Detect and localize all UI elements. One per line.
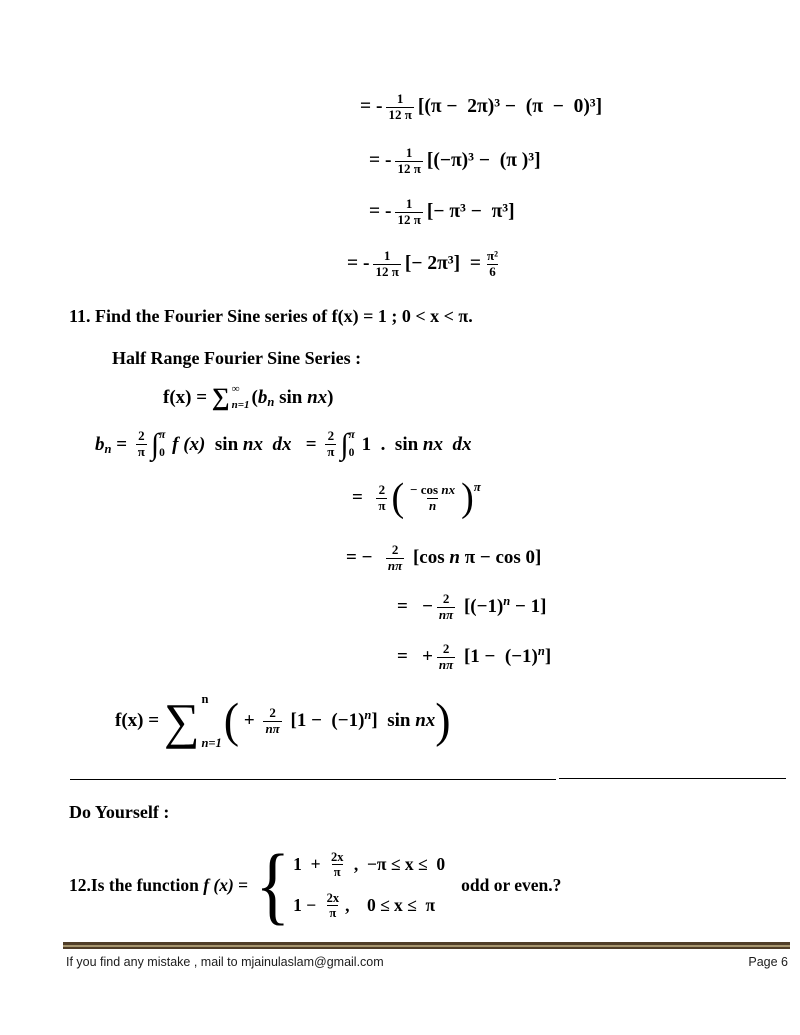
integral-upper: π <box>159 429 166 441</box>
bn-frac-num: 2 <box>138 428 145 444</box>
integral-upper-2: π <box>348 429 355 441</box>
step4-fraction <box>437 642 455 672</box>
result-plus: + <box>239 710 260 731</box>
step-1 <box>352 475 481 521</box>
series-var: nx <box>307 386 328 408</box>
eq2-frac-num: 1 <box>405 145 413 160</box>
eq3-frac-den: 12 π <box>397 211 421 227</box>
step2-fraction <box>386 543 404 573</box>
bn-dx: dx <box>262 433 292 455</box>
equation-line-2 <box>369 146 541 176</box>
eq4-equals-2: = <box>460 253 481 275</box>
q12-case1-fraction <box>329 850 346 879</box>
step1-inner-num-pre: − cos <box>410 481 442 497</box>
big-sum-upper: n <box>201 692 209 706</box>
series-result <box>115 690 451 752</box>
step2-equals: = − <box>346 547 382 569</box>
step1-inner-fraction <box>408 483 457 513</box>
q12-case1-post: , −π ≤ x ≤ 0 <box>349 854 446 874</box>
q12-case2-post: , 0 ≤ x ≤ π <box>345 895 436 915</box>
q12-case2-pre: 1 − <box>293 895 321 915</box>
bn-integrand-one: 1 . <box>356 433 395 455</box>
step4-body-post: ] <box>544 646 552 668</box>
series-open-paren: ( <box>251 386 258 408</box>
step4-frac-num: 2 <box>442 641 450 656</box>
result-frac-num: 2 <box>269 704 276 720</box>
integral-lower: 0 <box>159 446 165 459</box>
eq4-frac2-den: 6 <box>489 263 496 279</box>
step1-frac-num: 2 <box>378 481 386 497</box>
divider-line-left <box>70 779 556 780</box>
eq4-frac-num: 1 <box>383 248 391 263</box>
eq3-fraction <box>395 197 422 227</box>
series-close-paren: ) <box>327 386 334 408</box>
step2-body-post: π − cos 0] <box>459 547 542 569</box>
bn-integrand-fx: f (x) <box>167 433 215 455</box>
eq4-frac2-num: π² <box>487 248 499 263</box>
eq4-body: [− 2π³] <box>404 253 461 275</box>
series-coeff: b <box>257 386 268 408</box>
q12-case-2 <box>293 891 445 920</box>
eq2-body: [(−π)³ − (π )³] <box>426 150 541 172</box>
step4-body-pre: [1 − (−1) <box>459 646 538 668</box>
series-lhs: f(x) = <box>163 386 212 408</box>
sum-symbol: ∑ <box>211 384 230 411</box>
result-fraction <box>263 706 281 736</box>
step3-frac-num: 2 <box>442 591 450 606</box>
sum-lower-limit: n=1 <box>231 399 250 411</box>
bn-coeff: b <box>95 433 105 455</box>
step3-fraction <box>437 592 455 622</box>
step4-frac-den: nπ <box>438 656 454 672</box>
bn-frac-den: π <box>137 444 145 459</box>
q12-equals: = <box>233 874 253 895</box>
q12-case2-den: π <box>329 906 337 920</box>
step1-close-paren: ) <box>461 475 474 521</box>
eq2-frac-den: 12 π <box>397 160 421 176</box>
integral-symbol-2: ∫ <box>340 427 349 461</box>
eq4-frac-den: 12 π <box>375 263 399 279</box>
page-number: Page 6 <box>748 955 788 969</box>
bn-equals-2: = <box>291 433 322 455</box>
result-close-paren: ) <box>435 693 451 748</box>
step2-frac-num: 2 <box>391 542 399 557</box>
result-lhs: f(x) = <box>115 710 164 731</box>
big-sum-symbol: ∑ <box>163 692 200 749</box>
footer <box>66 955 788 969</box>
step3-body-post: − 1] <box>510 596 547 618</box>
equation-line-4 <box>347 249 504 279</box>
series-sin: sin <box>274 386 308 408</box>
step4-exponent: n <box>537 643 545 658</box>
bn-var-2: nx <box>422 433 443 455</box>
half-range-subheading: Half Range Fourier Sine Series : <box>112 348 362 368</box>
bn-coeff-sub: n <box>104 442 112 456</box>
step-2 <box>346 543 541 573</box>
step-4 <box>397 642 551 672</box>
step3-frac-den: nπ <box>438 606 454 622</box>
bn-equals: = <box>111 433 132 455</box>
result-var: nx <box>415 710 436 731</box>
bn-sin: sin <box>214 433 243 455</box>
footer-note: If you find any mistake , mail to mjainulaslam@gmail.com <box>66 955 384 969</box>
equation-line-3 <box>369 197 515 227</box>
q12-case2-fraction <box>325 891 342 920</box>
series-definition <box>163 384 333 411</box>
problem-12 <box>69 838 561 932</box>
divider-line-right <box>559 778 786 779</box>
equation-line-1 <box>360 92 602 122</box>
q12-case-1 <box>293 850 445 879</box>
bn-fraction <box>136 429 147 459</box>
bn-integral <box>95 428 472 461</box>
eq1-fraction <box>386 92 413 122</box>
eq4-lhs: = - <box>347 253 370 275</box>
step1-inner-num-var: nx <box>441 481 456 497</box>
step2-body-pre: [cos <box>408 547 450 569</box>
step-3 <box>397 592 546 622</box>
step1-inner-den: n <box>428 497 437 513</box>
step3-equals: = − <box>397 596 433 618</box>
step1-inner-num <box>408 483 457 498</box>
bn-sin-2: sin <box>394 433 423 455</box>
eq2-fraction <box>395 146 422 176</box>
bn-dx-2: dx <box>443 433 472 455</box>
footer-rule <box>63 942 790 949</box>
q12-case1-num: 2x <box>330 850 344 864</box>
result-body-pre: [1 − (−1) <box>285 710 365 731</box>
integral-symbol: ∫ <box>150 427 160 461</box>
eq1-lhs: = - <box>360 96 383 118</box>
step1-superscript: π <box>473 479 481 494</box>
eq1-body: [(π − 2π)³ − (π − 0)³] <box>417 96 603 118</box>
do-yourself-heading: Do Yourself : <box>69 802 170 822</box>
footer-rule-thin <box>63 947 790 949</box>
big-sum-lower: n=1 <box>201 735 222 750</box>
integral-lower-2: 0 <box>348 446 355 459</box>
result-open-paren: ( <box>223 693 240 748</box>
sum-upper-limit: ∞ <box>231 383 240 395</box>
step4-equals: = + <box>397 646 433 668</box>
bn-frac2-den: π <box>327 444 335 459</box>
bn-fraction-2 <box>325 429 336 459</box>
step1-equals: = <box>352 487 373 508</box>
problem-11-heading: 11. Find the Fourier Sine series of f(x) = 1 ; 0 < x < π. <box>69 306 473 326</box>
step3-body-pre: [(−1) <box>459 596 504 618</box>
series-coeff-sub: n <box>267 395 275 409</box>
eq4-fraction <box>373 249 400 279</box>
q12-piecewise <box>293 850 445 920</box>
integral-limits-2 <box>349 428 355 461</box>
result-body-post: ] <box>371 710 388 731</box>
step1-open-paren: ( <box>391 475 405 521</box>
q12-case2-num: 2x <box>326 891 340 905</box>
eq3-body: [− π³ − π³] <box>426 201 515 223</box>
q12-brace: { <box>255 837 291 933</box>
eq1-frac-num: 1 <box>396 91 404 106</box>
integral-limits <box>159 428 165 461</box>
result-sin: sin <box>387 710 416 731</box>
eq4-fraction-2 <box>485 249 500 279</box>
eq3-frac-num: 1 <box>405 196 413 211</box>
result-frac-den: nπ <box>265 720 280 736</box>
result-exponent: n <box>364 707 372 722</box>
big-sum-limits <box>201 693 221 749</box>
eq1-frac-den: 12 π <box>388 106 412 122</box>
q12-tail: odd or even.? <box>461 874 562 895</box>
step1-frac-den: π <box>378 497 386 513</box>
q12-case1-pre: 1 + <box>293 854 325 874</box>
step3-exponent: n <box>503 593 511 608</box>
q12-lead: 12.Is the function <box>69 874 204 895</box>
bn-var: nx <box>242 433 263 455</box>
step1-fraction <box>376 483 387 513</box>
step2-body-var: n <box>449 547 460 569</box>
eq2-lhs: = - <box>369 150 392 172</box>
q12-case1-den: π <box>333 865 341 879</box>
step2-frac-den: nπ <box>387 557 403 573</box>
sum-limits <box>232 384 250 411</box>
bn-frac2-num: 2 <box>327 428 335 444</box>
eq3-lhs: = - <box>369 201 392 223</box>
q12-function-var: f (x) <box>203 874 234 895</box>
